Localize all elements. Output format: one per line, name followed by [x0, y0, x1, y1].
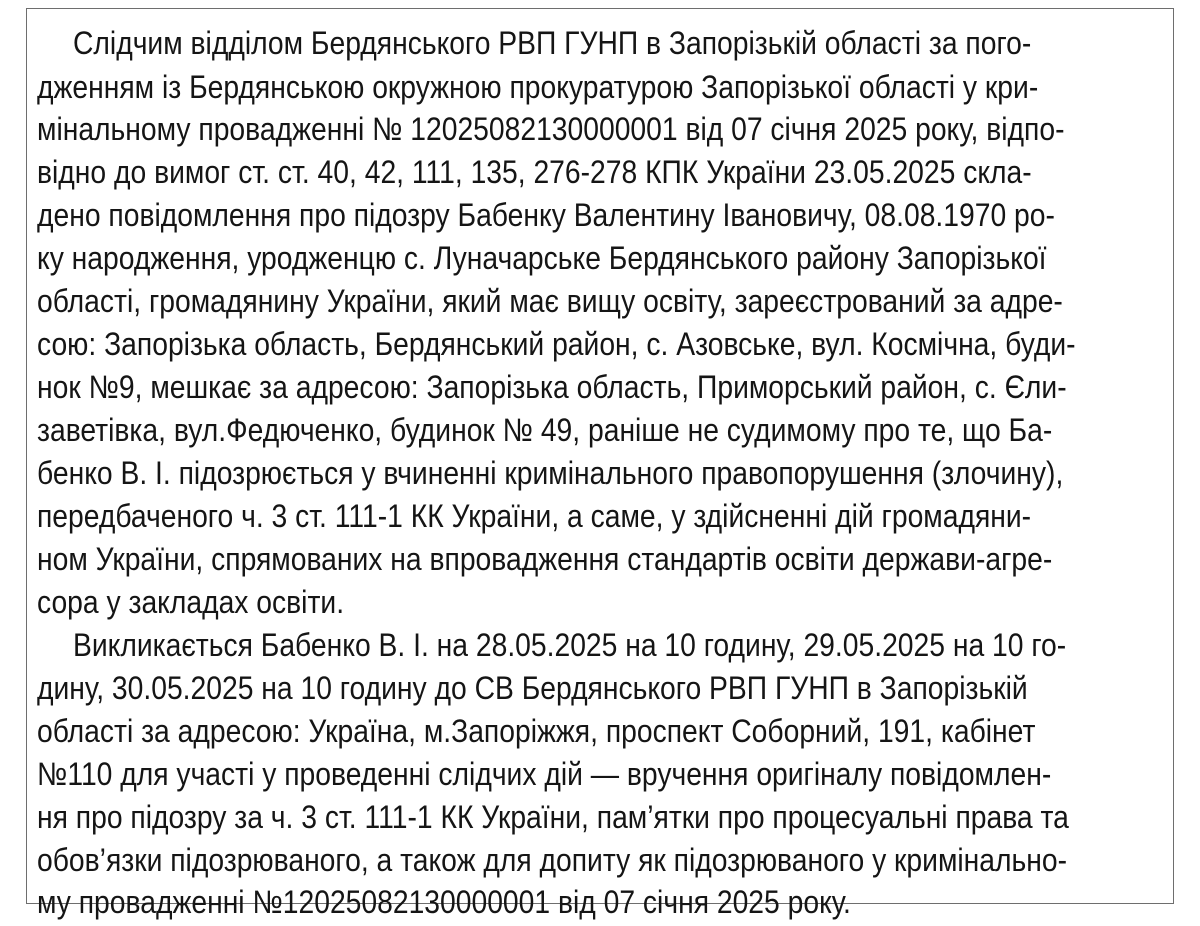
notice-line: сою: Запорізька область, Бердянський район, с. Азовське, вул. Космічна, буди-: [37, 326, 1076, 362]
notice-line: мінальному провадженні № 12025082130000001 від 07 січня 2025 року, відпо-: [37, 111, 1065, 147]
notice-line: області за адресою: Україна, м.Запоріжжя, проспект Соборний, 191, кабінет: [37, 713, 1036, 749]
notice-line: ном України, спрямованих на впровадження стандартів освіти держави-агре-: [37, 541, 1053, 577]
notice-line: сора у закладах освіти.: [37, 584, 345, 620]
notice-line: №110 для участі у проведенні слідчих дій — вручення оригіналу повідомлен-: [37, 756, 1052, 792]
notice-line: му провадженні №12025082130000001 від 07 січня 2025 року.: [37, 884, 851, 920]
notice-line: відно до вимог ст. ст. 40, 42, 111, 135, 276-278 КПК України 23.05.2025 скла-: [37, 154, 1032, 190]
notice-line: передбаченого ч. 3 ст. 111-1 КК України, а саме, у здійсненні дій громадяни-: [37, 498, 1032, 534]
notice-line: нок №9, мешкає за адресою: Запорізька область, Приморський район, с. Єли-: [37, 369, 1067, 405]
notice-line: ня про підозру за ч. 3 ст. 111-1 КК України, пам’ятки про процесуальні права та: [37, 799, 1069, 835]
notice-line: дженням із Бердянською окружною прокуратурою Запорізької області у кри-: [37, 69, 1039, 105]
notice-line: заветівка, вул.Федюченко, будинок № 49, раніше не судимому про те, що Ба-: [37, 412, 1053, 448]
notice-line: ку народження, уродженцю с. Луначарське Бердянського району Запорізької: [37, 240, 1047, 276]
notice-line: області, громадянину України, який має вищу освіту, зареєстрований за адре-: [37, 283, 1063, 319]
notice-line: дину, 30.05.2025 на 10 годину до СВ Бердянського РВП ГУНП в Запорізькій: [37, 670, 1028, 706]
notice-line: Слідчим відділом Бердянського РВП ГУНП в Запорізькій області за пого-: [73, 25, 1032, 61]
notice-line: Викликається Бабенко В. І. на 28.05.2025 на 10 годину, 29.05.2025 на 10 го-: [73, 627, 1067, 663]
notice-line: обов’язки підозрюваного, а також для допиту як підозрюваного у кримінально-: [37, 842, 1067, 878]
notice-line: дено повідомлення про підозру Бабенку Валентину Івановичу, 08.08.1970 ро-: [37, 197, 1055, 233]
official-notice: [26, 8, 1174, 920]
notice-line: бенко В. І. підозрюється у вчиненні кримінального правопорушення (злочину),: [37, 455, 1064, 491]
